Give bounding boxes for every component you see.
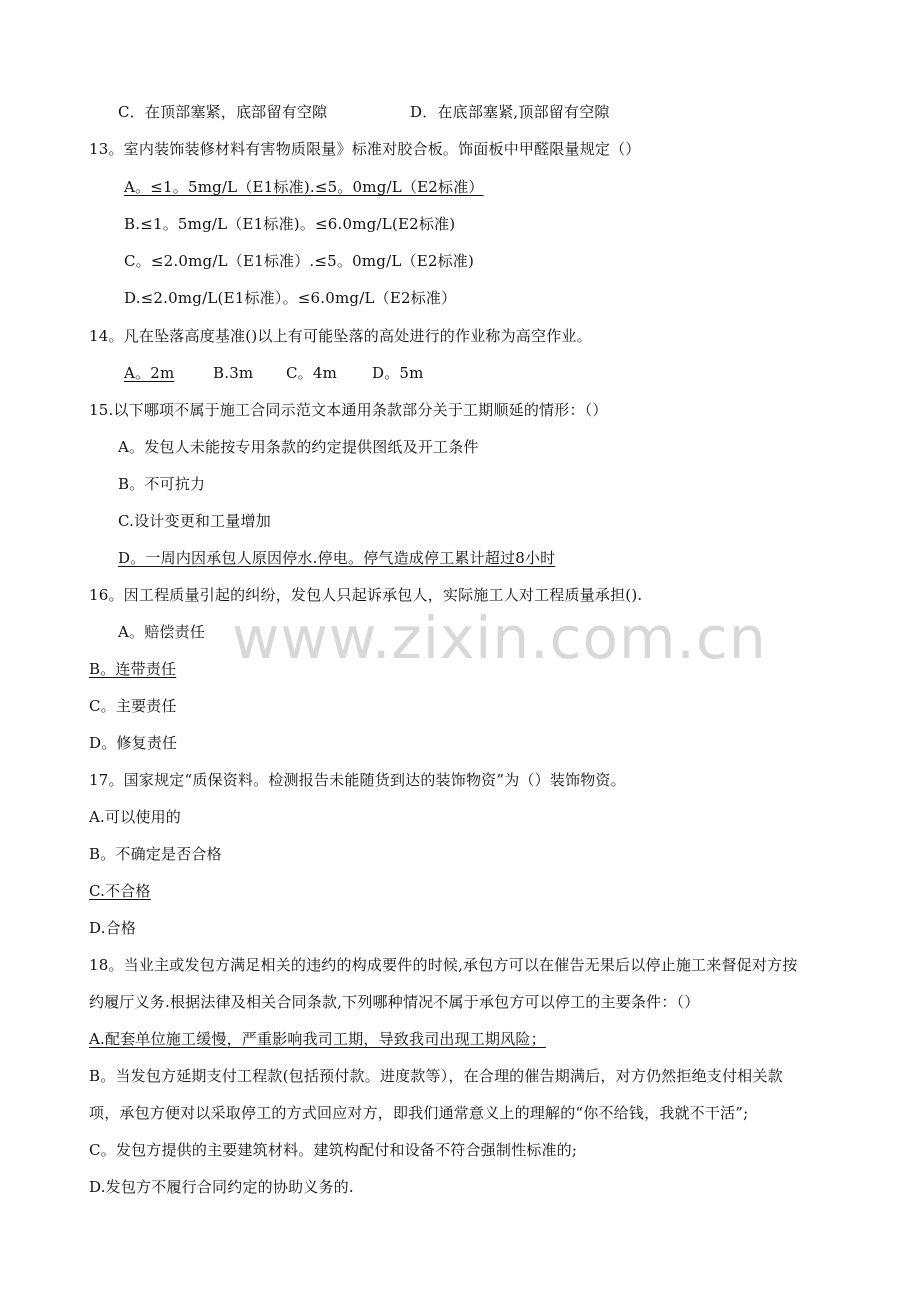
q13-option-d: D.≤2.0mg/L(E1标准）。≤6.0mg/L（E2标准） <box>124 289 457 307</box>
q17-option-a: A.可以使用的 <box>89 808 182 826</box>
q17-stem: 17。国家规定“质保资料。检测报告未能随货到达的装饰物资”为（）装饰物资。 <box>89 771 626 789</box>
q17-option-d: D.合格 <box>89 919 137 937</box>
q16-option-b: B。连带责任 <box>89 660 177 678</box>
watermark: www.zixin.com.cn <box>232 604 767 672</box>
q16-option-d: D。修复责任 <box>89 734 178 752</box>
q16-stem: 16。因工程质量引起的纠纷，发包人只起诉承包人，实际施工人对工程质量承担(). <box>89 586 643 604</box>
q17-option-c: C.不合格 <box>89 882 151 900</box>
q14-stem: 14。凡在坠落高度基准()以上有可能坠落的高处进行的作业称为高空作业。 <box>89 327 592 345</box>
q15-option-c: C.设计变更和工量增加 <box>118 512 271 530</box>
q12-option-d: D．在底部塞紧,顶部留有空隙 <box>410 103 610 121</box>
q13-option-c: C。≤2.0mg/L（E1标准）.≤5。0mg/L（E2标准) <box>124 252 475 270</box>
q13-option-a: A。≤1。5mg/L（E1标准).≤5。0mg/L（E2标准） <box>124 178 484 196</box>
q15-option-b: B。不可抗力 <box>118 475 206 493</box>
q17-option-b: B。不确定是否合格 <box>89 845 222 863</box>
q15-stem: 15.以下哪项不属于施工合同示范文本通用条款部分关于工期顺延的情形：（） <box>89 401 608 419</box>
q18-option-d: D.发包方不履行合同约定的协助义务的. <box>89 1178 354 1196</box>
q18-stem-line1: 18。当业主或发包方满足相关的违约的构成要件的时候,承包方可以在催告无果后以停止施工来督促对方按 <box>89 956 798 974</box>
q15-option-d: D。一周内因承包人原因停水.停电。停气造成停工累计超过8小时 <box>118 549 556 567</box>
q14-option-c: C。4m <box>286 364 338 382</box>
q14-option-d: D。5m <box>372 364 424 382</box>
q13-option-b: B.≤1。5mg/L（E1标准)。≤6.0mg/L(E2标准) <box>124 215 456 233</box>
q18-stem-line2: 约履厅义务.根据法律及相关合同条款,下列哪种情况不属于承包方可以停工的主要条件：（） <box>89 993 700 1011</box>
q18-option-b-line1: B。当发包方延期支付工程款(包括预付款。进度款等），在合理的催告期满后，对方仍然拒绝支付相关款 <box>89 1067 783 1085</box>
q12-option-c: C．在顶部塞紧，底部留有空隙 <box>118 103 328 121</box>
q16-option-a: A。赔偿责任 <box>118 623 206 641</box>
q18-option-a: A.配套单位施工缓慢，严重影响我司工期，导致我司出现工期风险； <box>89 1030 546 1048</box>
q13-stem: 13。室内装饰装修材料有害物质限量》标准对胶合板。饰面板中甲醛限量规定（） <box>89 140 641 158</box>
q16-option-c: C。主要责任 <box>89 697 177 715</box>
q18-option-c: C。发包方提供的主要建筑材料。建筑构配付和设备不符合强制性标准的; <box>89 1141 578 1159</box>
q14-option-a: A。2m <box>124 364 175 382</box>
q14-option-b: B.3m <box>213 364 254 382</box>
q15-option-a: A。发包人未能按专用条款的约定提供图纸及开工条件 <box>118 438 479 456</box>
q18-option-b-line2: 项，承包方便对以采取停工的方式回应对方，即我们通常意义上的理解的“你不给钱，我就不干活”; <box>89 1104 749 1122</box>
